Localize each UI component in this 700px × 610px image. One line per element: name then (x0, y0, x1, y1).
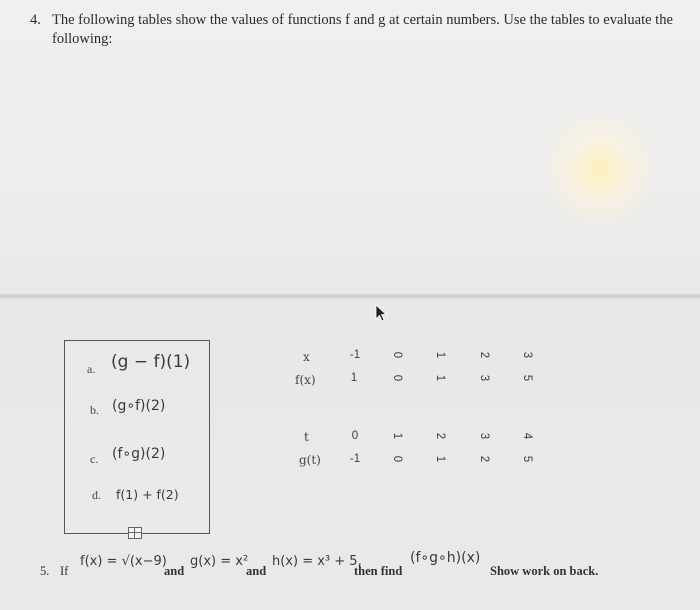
question-4-text: The following tables show the values of functions f and g at certain numbers. Use the tables to evaluate the following: (52, 12, 673, 47)
table-f-x-cell: 3 (521, 351, 533, 359)
table-f-x-cell: -1 (349, 349, 361, 361)
table-f-x-cell: 0 (391, 351, 403, 359)
table-g-t-cell: 3 (478, 432, 490, 440)
question-4-number: 4. (30, 12, 41, 28)
question-5-g-definition: g(x) = x² (190, 554, 249, 569)
table-f-fx-cell: 1 (350, 372, 358, 384)
question-5-and-2: and (246, 564, 267, 578)
question-4 (30, 11, 690, 49)
table-g-t-cell: 2 (434, 432, 446, 440)
mouse-cursor-icon (374, 304, 388, 322)
question-5-number: 5. (40, 564, 50, 578)
part-b-letter: b. (90, 403, 99, 417)
table-g-gt-cell: 2 (478, 455, 490, 463)
table-g-gt-cell: 0 (391, 455, 403, 463)
table-g-header-t: t (304, 430, 309, 444)
part-a-letter: a. (87, 362, 96, 376)
table-f-x-cell: 1 (434, 351, 446, 359)
question-5-then-find: then find (354, 564, 403, 578)
table-g-t-cell: 1 (391, 432, 403, 440)
table-g-t-cell: 4 (521, 432, 533, 440)
question-5-h-definition: h(x) = x³ + 5, (272, 554, 362, 569)
table-g-gt-cell: -1 (349, 453, 361, 465)
table-f-fx-cell: 5 (521, 374, 533, 382)
table-f-header-x: x (303, 350, 310, 364)
table-f-fx-cell: 0 (391, 374, 403, 382)
question-5-if: If (60, 564, 69, 578)
table-g-gt-cell: 5 (521, 455, 533, 463)
part-d-expression: f(1) + f(2) (116, 487, 179, 502)
table-f-header-fx: f(x) (295, 373, 316, 387)
part-b-expression: (g∘f)(2) (112, 398, 166, 414)
part-a-expression: (g − f)(1) (111, 352, 191, 372)
table-g-gt-cell: 1 (434, 455, 446, 463)
table-f-fx-cell: 3 (478, 374, 490, 382)
question-5-and-1: and (164, 564, 185, 578)
part-d-letter: d. (92, 488, 101, 502)
question-5-instruction: Show work on back. (490, 564, 599, 578)
move-handle-icon[interactable] (128, 527, 142, 539)
question-5-f-definition: f(x) = √(x−9) (80, 554, 167, 569)
part-c-letter: c. (90, 452, 99, 466)
table-g-t-cell: 0 (351, 430, 359, 442)
light-glare (540, 110, 660, 230)
table-f-fx-cell: 1 (434, 374, 446, 382)
table-f-x-cell: 2 (478, 351, 490, 359)
part-c-expression: (f∘g)(2) (112, 446, 166, 462)
question-5-composite: (f∘g∘h)(x) (410, 550, 481, 566)
table-g-header-gt: g(t) (299, 453, 321, 467)
question-5 (40, 552, 690, 586)
